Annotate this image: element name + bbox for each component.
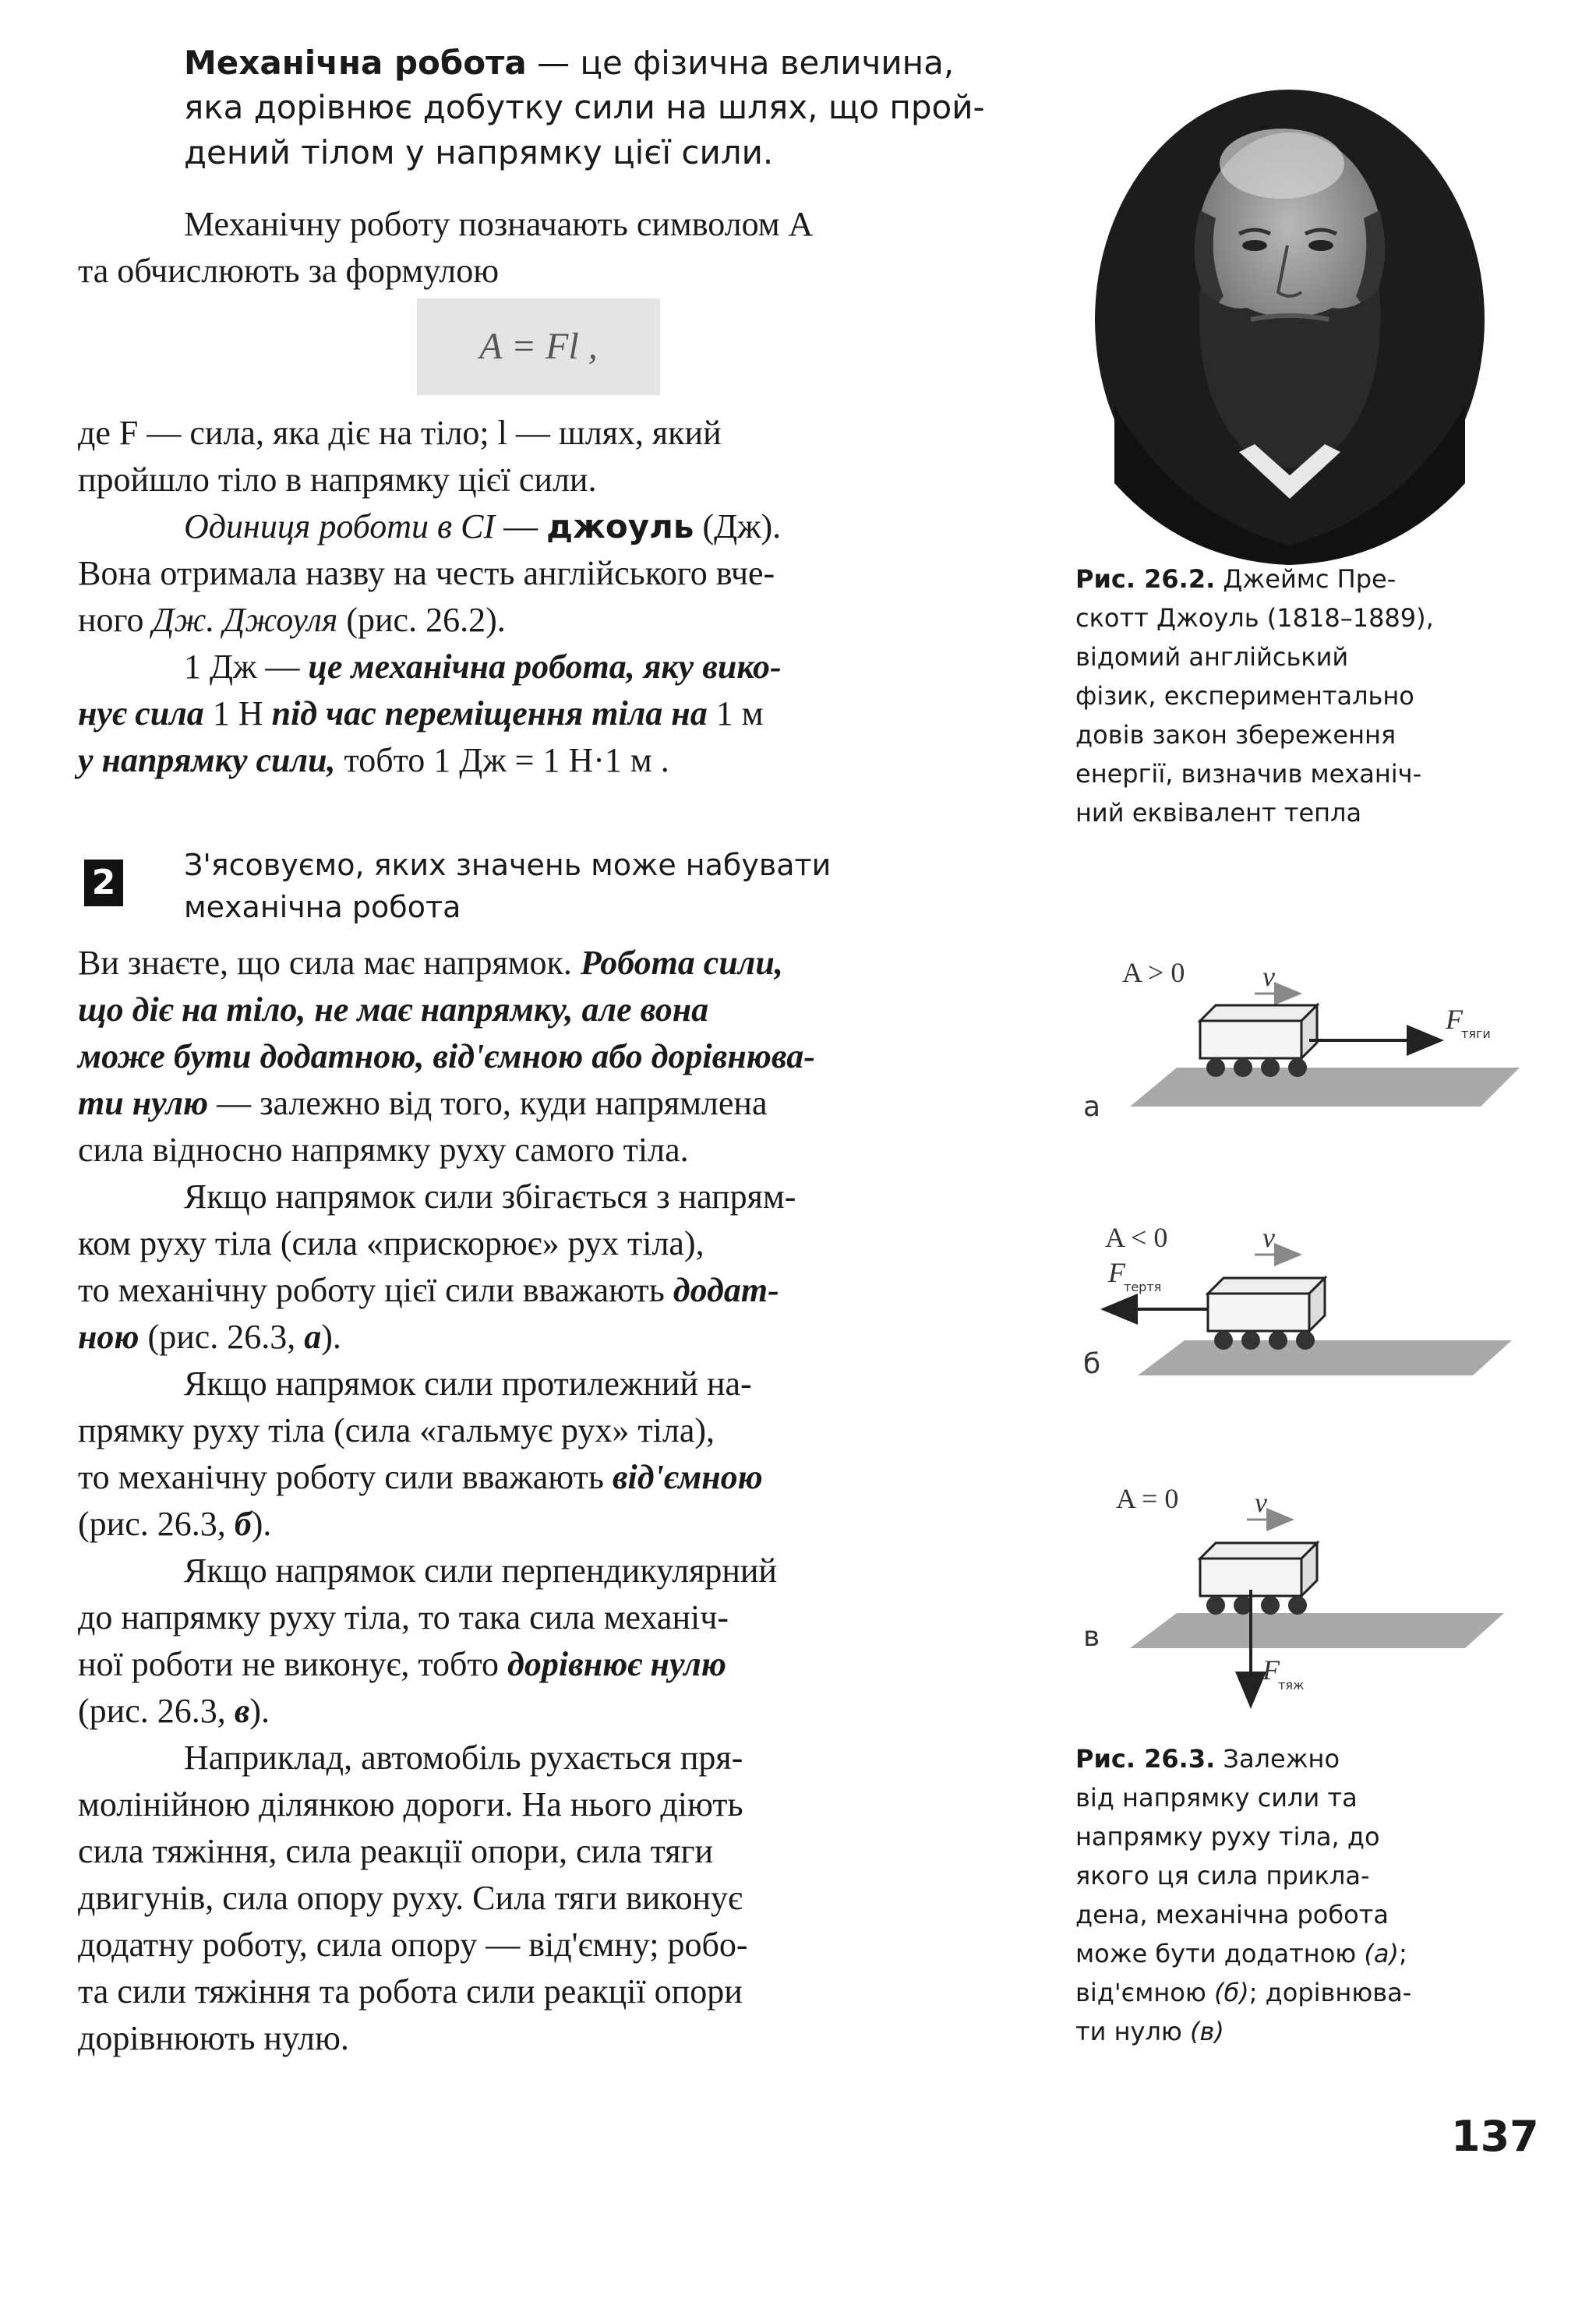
joule-def-line-1: 1 Дж — це механічна робота, яку вико- (184, 648, 782, 686)
figure-c-force-label: F (1262, 1654, 1280, 1686)
figure-c (1107, 1473, 1543, 1714)
portrait-eye-right (1308, 240, 1333, 251)
caption-26-3-line-3: напрямку руху тіла, до (1075, 1822, 1380, 1852)
body-p5-line-2: молінійною ділянкою дороги. На нього діють (78, 1785, 743, 1823)
figure-a-velocity-label: v (1262, 961, 1275, 992)
body-p5-line-7: дорівнюють нулю. (78, 2019, 349, 2057)
joule-def-line-2: нує сила 1 Н під час переміщення тіла на 1 м (78, 694, 764, 733)
section-title-line-1: З'ясовуємо, яких значень може набувати (184, 848, 832, 882)
caption-26-3-line-8: ти нулю (в) (1075, 2017, 1224, 2046)
figure-c-letter: в (1083, 1621, 1100, 1653)
body-p4-line-2: до напрямку руху тіла, то така сила механіч- (78, 1598, 729, 1636)
portrait-eye-left (1242, 240, 1267, 251)
where-line-1: де F — сила, яка діє на тіло; l — шлях, який (78, 414, 722, 452)
body-p4-line-1: Якщо напрямок сили перпендикулярний (184, 1552, 777, 1590)
body-p5-line-1: Наприклад, автомобіль рухається пря- (184, 1739, 743, 1777)
body-p2-line-3: то механічну роботу цієї сили вважають додат- (78, 1271, 779, 1309)
caption-26-2-line-1: Рис. 26.2. Джеймс Пре- (1075, 564, 1396, 594)
figure-a-cart (1200, 1021, 1301, 1058)
caption-26-3-line-6: може бути додатною (а); (1075, 1939, 1407, 1968)
body-p3-line-2: прямку руху тіла (сила «гальмує рух» тіла), (78, 1411, 715, 1449)
page-number: 137 (1451, 2112, 1539, 2161)
caption-26-3-line-7: від'ємною (б); дорівнюва- (1075, 1978, 1412, 2007)
caption-26-2-line-2: скотт Джоуль (1818–1889), (1075, 603, 1434, 633)
figure-b-letter: б (1083, 1348, 1101, 1380)
figure-a-force-label: F (1446, 1004, 1463, 1035)
section-title-line-2: механічна робота (184, 890, 461, 924)
body-p1-line-2: що діє на тіло, не має напрямку, але вона (78, 990, 709, 1029)
figure-b-cart (1208, 1294, 1309, 1331)
caption-26-2-line-7: ний еквівалент тепла (1075, 798, 1362, 828)
unit-line-1: Одиниця роботи в СІ — джоуль (Дж). (184, 507, 782, 545)
caption-26-3-line-5: дена, механічна робота (1075, 1900, 1389, 1929)
figure-b-velocity-label: v (1262, 1222, 1275, 1253)
caption-26-3-line-4: якого ця сила прикла- (1075, 1861, 1370, 1891)
unit-joule: джоуль (546, 507, 694, 545)
body-p2-line-4: ною (рис. 26.3, а). (78, 1318, 341, 1356)
body-p1-line-4: ти нулю — залежно від того, куди напрямлена (78, 1084, 768, 1122)
caption-26-2-line-3: відомий англійський (1075, 642, 1349, 672)
body-p5-line-3: сила тяжіння, сила реакції опори, сила тяги (78, 1832, 714, 1870)
figure-a-letter: а (1083, 1091, 1101, 1123)
intro-line-2: та обчислюють за формулою (78, 252, 500, 290)
unit-line-2: Вона отримала назву на честь англійського вче- (78, 554, 775, 592)
caption-26-2-line-5: довів закон збереження (1075, 720, 1396, 750)
figure-a-force-subscript: тяги (1461, 1026, 1491, 1041)
formula: A = Fl , (479, 326, 598, 367)
definition-line-3: дений тілом у напрямку цієї сили. (184, 133, 774, 171)
figure-b (1091, 1212, 1527, 1391)
caption-26-3-line-2: від напрямку сили та (1075, 1783, 1358, 1813)
figure-b-surface (1138, 1340, 1512, 1375)
definition-line-2: яка дорівнює добутку сили на шлях, що прой- (184, 88, 985, 126)
body-p4-line-4: (рис. 26.3, в). (78, 1692, 270, 1730)
definition-term: Механічна робота (184, 44, 527, 82)
figure-a-surface (1130, 1068, 1520, 1107)
where-line-2: пройшло тіло в напрямку цієї сили. (78, 461, 597, 499)
joule-def-line-3: у напрямку сили, тобто 1 Дж = 1 Н·1 м . (78, 741, 669, 779)
definition-line-1: Механічна робота — це фізична величина, (184, 44, 955, 82)
caption-26-2-line-6: енергії, визначив механіч- (1075, 759, 1422, 789)
body-p2-line-2: ком руху тіла (сила «прискорює» рух тіла), (78, 1224, 704, 1262)
body-p1-line-5: сила відносно напрямку руху самого тіла. (78, 1131, 689, 1169)
body-p1-line-1: Ви знаєте, що сила має напрямок. Робота сили, (78, 944, 783, 982)
figure-b-force-subscript: тертя (1124, 1280, 1162, 1294)
intro-line-1: Механічну роботу позначають символом A (184, 205, 814, 243)
figure-c-surface (1130, 1613, 1504, 1648)
figure-b-force-label: F (1108, 1257, 1125, 1288)
figure-a (1114, 951, 1551, 1130)
figure-c-work-label: A = 0 (1116, 1483, 1179, 1514)
body-p5-line-5: додатну роботу, сила опору — від'ємну; робо- (78, 1926, 748, 1964)
figure-c-velocity-label: v (1255, 1487, 1267, 1518)
body-p2-line-1: Якщо напрямок сили збігається з напрям- (184, 1177, 796, 1216)
body-p3-line-4: (рис. 26.3, б). (78, 1505, 272, 1543)
caption-26-2-line-4: фізик, експериментально (1075, 681, 1414, 711)
figure-a-work-label: A > 0 (1122, 957, 1185, 988)
figure-c-force-subscript: тяж (1278, 1678, 1305, 1693)
body-p5-line-4: двигунів, сила опору руху. Сила тяги виконує (78, 1879, 743, 1917)
unit-line-3: ного Дж. Джоуля (рис. 26.2). (78, 601, 506, 639)
body-p3-line-1: Якщо напрямок сили протилежний на- (184, 1364, 752, 1403)
section-number-badge: 2 (84, 860, 123, 906)
body-p3-line-3: то механічну роботу сили вважають від'ємною (78, 1458, 763, 1496)
formula-box (417, 298, 660, 395)
joule-portrait (1083, 78, 1488, 569)
body-p4-line-3: ної роботи не виконує, тобто дорівнює нулю (78, 1645, 727, 1683)
caption-26-3-line-1: Рис. 26.3. Залежно (1075, 1744, 1340, 1774)
body-p5-line-6: та сили тяжіння та робота сили реакції опори (78, 1972, 743, 2011)
body-p1-line-3: може бути додатною, від'ємною або дорівнюва- (78, 1037, 815, 1075)
figure-b-work-label: A < 0 (1105, 1222, 1168, 1253)
